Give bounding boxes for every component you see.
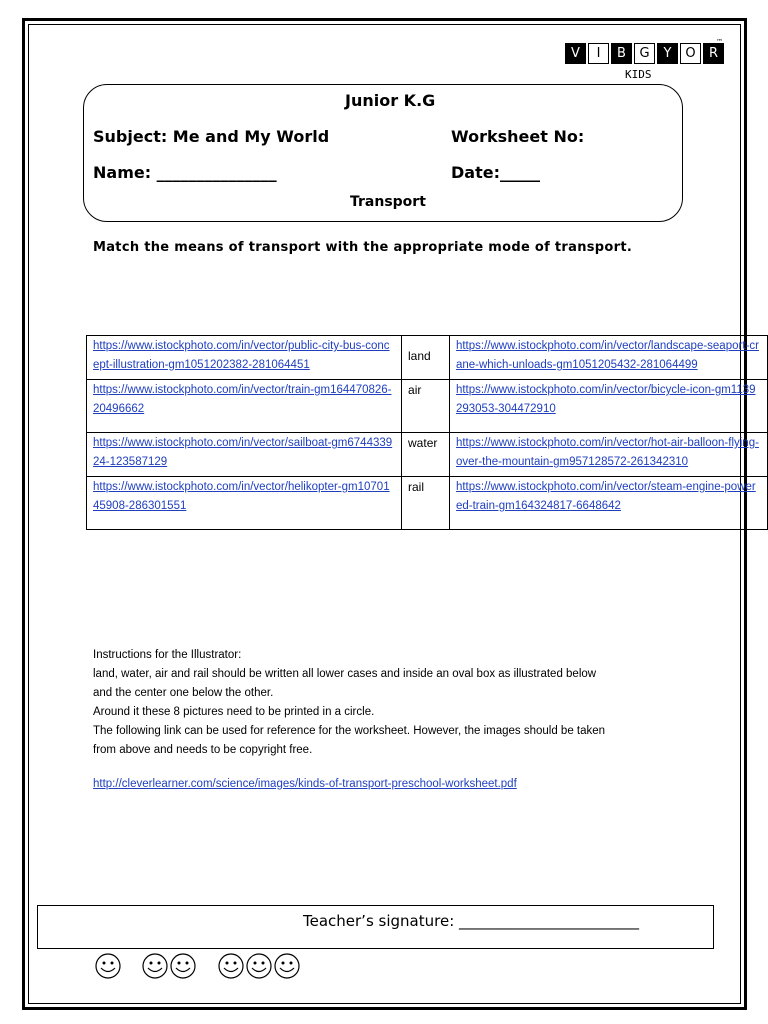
table-row: [87, 477, 768, 530]
name-field: Name: _______________: [93, 163, 277, 182]
topic-title: Transport: [350, 194, 426, 210]
teacher-signature: Teacher’s signature: ________________________: [303, 912, 640, 930]
smiley-pair-icon: [140, 950, 200, 982]
transport-image-link[interactable]: https://www.istockphoto.com/in/vector/landscape-seaport-crane-which-unloads-gm1051205432-281064499: [449, 336, 767, 380]
mode-label: water: [402, 433, 450, 477]
table-row: [87, 336, 768, 380]
mode-label: rail: [402, 477, 450, 530]
transport-link-table: [86, 335, 768, 530]
table-row: [87, 433, 768, 477]
logo-letter: B: [611, 43, 632, 64]
logo-letter: Y: [657, 43, 678, 64]
logo-letter: O: [680, 43, 701, 64]
date-field: Date:_____: [451, 163, 540, 182]
logo-letter: R: [703, 43, 724, 64]
note-line: land, water, air and rail should be written all lower cases and inside an oval box as illustrated below: [93, 668, 597, 680]
note-line: Around it these 8 pictures need to be printed in a circle.: [93, 706, 375, 718]
note-line: Instructions for the Illustrator:: [93, 649, 242, 661]
logo-trademark: ™: [716, 38, 723, 46]
note-line: and the center one below the other.: [93, 687, 274, 699]
logo-letter: G: [634, 43, 655, 64]
reference-link[interactable]: http://cleverlearner.com/science/images/kinds-of-transport-preschool-worksheet.pdf: [93, 778, 517, 790]
smiley-icon: [93, 950, 123, 982]
transport-image-link[interactable]: https://www.istockphoto.com/in/vector/steam-engine-powered-train-gm164324817-6648642: [449, 477, 767, 530]
worksheet-number-label: Worksheet No:: [451, 127, 585, 146]
transport-image-link[interactable]: https://www.istockphoto.com/in/vector/bicycle-icon-gm1139293053-304472910: [449, 380, 767, 433]
class-title: Junior K.G: [345, 91, 436, 110]
mode-label: land: [402, 336, 450, 380]
note-line: The following link can be used for reference for the worksheet. However, the images should be taken: [93, 725, 606, 737]
vibgyor-logo: [565, 43, 726, 64]
logo-subtitle: KIDS: [625, 68, 652, 81]
illustrator-notes: [93, 646, 713, 760]
table-row: [87, 380, 768, 433]
transport-image-link[interactable]: https://www.istockphoto.com/in/vector/helikopter-gm1070145908-286301551: [87, 477, 402, 530]
smiley-trio-icon: [216, 950, 304, 982]
transport-image-link[interactable]: https://www.istockphoto.com/in/vector/public-city-bus-concept-illustration-gm1051202382-281064451: [87, 336, 402, 380]
matching-instruction: Match the means of transport with the appropriate mode of transport.: [93, 240, 633, 255]
logo-letter: I: [588, 43, 609, 64]
transport-image-link[interactable]: https://www.istockphoto.com/in/vector/hot-air-balloon-flying-over-the-mountain-gm957128572-261342310: [449, 433, 767, 477]
note-line: from above and needs to be copyright free.: [93, 744, 313, 756]
subject-label: Subject: Me and My World: [93, 127, 330, 146]
transport-image-link[interactable]: https://www.istockphoto.com/in/vector/sailboat-gm674433924-123587129: [87, 433, 402, 477]
transport-image-link[interactable]: https://www.istockphoto.com/in/vector/train-gm164470826-20496662: [87, 380, 402, 433]
mode-label: air: [402, 380, 450, 433]
logo-letter: V: [565, 43, 586, 64]
